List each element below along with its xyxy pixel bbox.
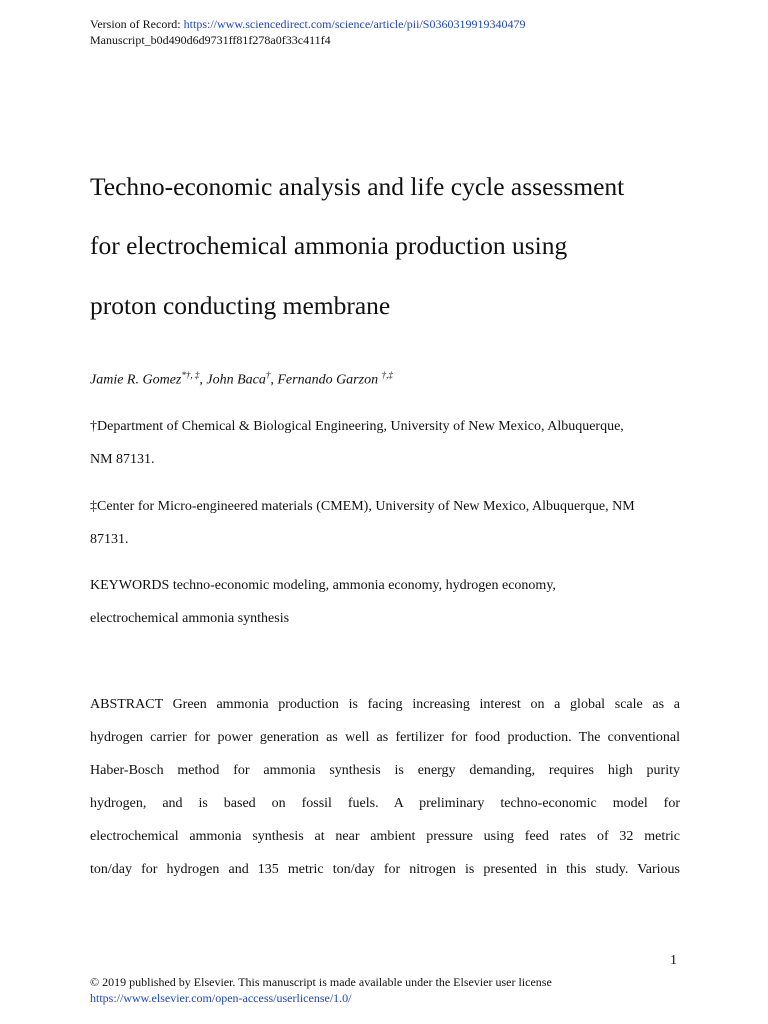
author-list bbox=[90, 370, 393, 389]
license-link[interactable]: https://www.elsevier.com/open-access/userlicense/1.0/ bbox=[90, 991, 352, 1005]
title-line-3: proton conducting membrane bbox=[90, 291, 391, 320]
abstract bbox=[90, 688, 680, 886]
abstract-line-6: ton/day for hydrogen and 135 metric ton/day for nitrogen is presented in this study. Various bbox=[90, 862, 680, 877]
manuscript-id: Manuscript_b0d490d6d9731ff81f278a0f33c411f4 bbox=[90, 33, 331, 47]
title-line-2: for electrochemical ammonia production using bbox=[90, 231, 568, 260]
affiliation-1-line-1: †Department of Chemical & Biological Engineering, University of New Mexico, Albuquerque, bbox=[90, 419, 624, 434]
abstract-line-3: Haber-Bosch method for ammonia synthesis is energy demanding, requires high purity bbox=[90, 763, 680, 778]
abstract-line-5: electrochemical ammonia synthesis at near ambient pressure using feed rates of 32 metric bbox=[90, 829, 680, 844]
author-3-name: , Fernando Garzon bbox=[270, 372, 382, 388]
keywords-line-1: KEYWORDS techno-economic modeling, ammonia economy, hydrogen economy, bbox=[90, 578, 556, 593]
keywords bbox=[90, 569, 680, 635]
author-1-name: Jamie R. Gomez bbox=[90, 372, 182, 388]
abstract-line-4: hydrogen, and is based on fossil fuels. A preliminary techno-economic model for bbox=[90, 796, 680, 811]
affiliation-2-line-2: 87131. bbox=[90, 532, 129, 547]
version-of-record-link[interactable]: https://www.sciencedirect.com/science/article/pii/S0360319919340479 bbox=[183, 17, 526, 31]
version-of-record-line bbox=[90, 16, 525, 32]
version-label: Version of Record: bbox=[90, 17, 184, 31]
abstract-line-2: hydrogen carrier for power generation as well as fertilizer for food production. The conventional bbox=[90, 730, 680, 745]
author-2-marks: † bbox=[265, 370, 271, 380]
keywords-line-2: electrochemical ammonia synthesis bbox=[90, 611, 290, 626]
author-1-marks: *†, ‡ bbox=[181, 370, 200, 380]
page-number: 1 bbox=[670, 953, 677, 968]
title-line-1: Techno-economic analysis and life cycle assessment bbox=[90, 172, 625, 201]
license-statement: © 2019 published by Elsevier. This manuscript is made available under the Elsevier user license bbox=[90, 975, 552, 989]
license-line bbox=[90, 990, 351, 1006]
author-2-name: , John Baca bbox=[199, 372, 266, 388]
affiliation-2-line-1: ‡Center for Micro-engineered materials (CMEM), University of New Mexico, Albuquerque, NM bbox=[90, 499, 635, 514]
affiliation-1-line-2: NM 87131. bbox=[90, 452, 155, 467]
abstract-line-1: ABSTRACT Green ammonia production is facing increasing interest on a global scale as a bbox=[90, 697, 680, 712]
affiliation-2 bbox=[90, 490, 680, 556]
affiliation-1 bbox=[90, 410, 680, 476]
author-3-marks: †,‡ bbox=[381, 370, 393, 380]
